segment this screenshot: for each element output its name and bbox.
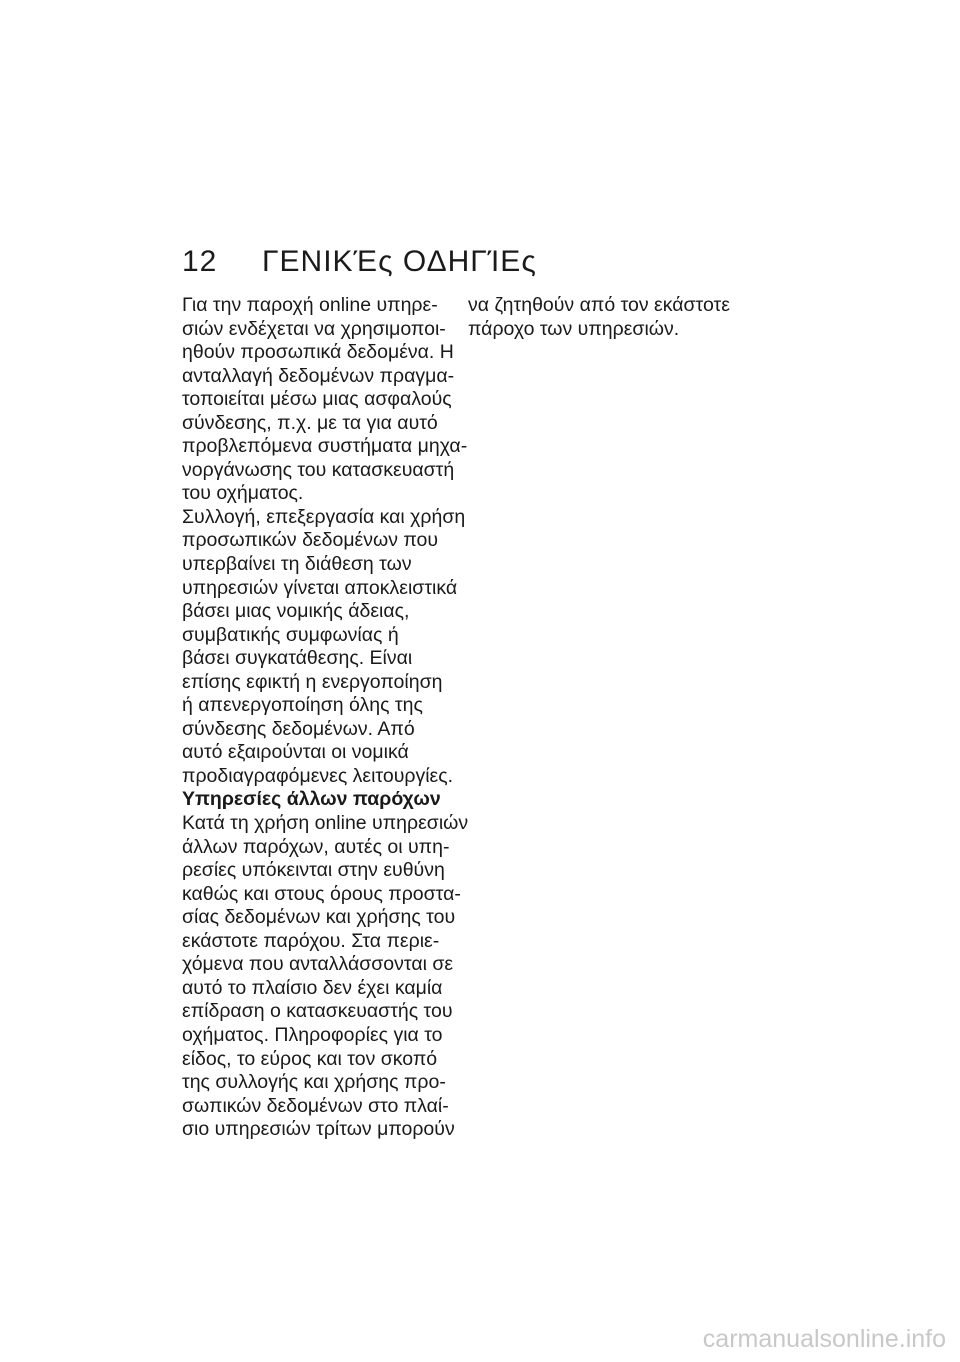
body-line: ή απενεργοποίηση όλης της: [182, 694, 423, 717]
body-line: νοργάνωσης του κατασκευαστή: [182, 458, 455, 481]
body-line: Για την παροχή online υπηρε‐: [182, 294, 438, 316]
body-line: χόμενα που ανταλλάσσονται σε: [182, 953, 454, 976]
body-line: συμβατικής συμφωνίας ή: [182, 623, 399, 646]
body-line: τοποιείται μέσω μιας ασφαλούς: [182, 388, 452, 411]
body-line: άλλων παρόχων, αυτές οι υπη‐: [182, 835, 450, 858]
body-line: επίσης εφικτή η ενεργοποίηση: [182, 670, 443, 693]
body-line: αυτό το πλαίσιο δεν έχει καμία: [182, 976, 443, 999]
body-line: σύνδεσης δεδομένων. Από: [182, 717, 415, 740]
section-subheading: Υπηρεσίες άλλων παρόχων: [182, 788, 441, 811]
body-line: ηθούν προσωπικά δεδομένα. Η: [182, 341, 454, 364]
body-line: προδιαγραφόμενες λειτουργίες.: [182, 764, 454, 787]
body-line: Κατά τη χρήση online υπηρεσιών: [182, 812, 469, 835]
chapter-title: ΓΕΝΙΚΈς ΟΔΗΓΊΕς: [262, 245, 537, 278]
body-line: καθώς και στους όρους προστα‐: [182, 882, 461, 905]
body-line: επίδραση ο κατασκευαστής του: [182, 1000, 453, 1023]
body-line: οχήματος. Πληροφορίες για το: [182, 1023, 443, 1046]
body-line: ανταλλαγή δεδομένων πραγμα‐: [182, 364, 455, 387]
body-line: Συλλογή, επεξεργασία και χρήση: [182, 505, 466, 528]
body-line: βάσει μιας νομικής άδειας,: [182, 600, 410, 623]
body-line: σύνδεσης, π.χ. με τα για αυτό: [182, 411, 438, 434]
body-line: σίας δεδομένων και χρήσης του: [182, 906, 456, 929]
watermark: carmanualsonline.info: [702, 1325, 946, 1353]
body-line: υπερβαίνει τη διάθεση των: [182, 553, 412, 576]
body-line: είδος, το εύρος και τον σκοπό: [182, 1047, 438, 1070]
body-line: να ζητηθούν από τον εκάστοτε: [468, 294, 730, 316]
body-line: σιών ενδέχεται να χρησιμοποι‐: [182, 317, 446, 340]
left-column: [182, 294, 469, 1142]
body-line: του οχήματος.: [182, 482, 304, 505]
body-line: προβλεπόμενα συστήματα μηχα‐: [182, 435, 468, 458]
body-line: προσωπικών δεδομένων που: [182, 529, 439, 552]
body-line: ρεσίες υπόκεινται στην ευθύνη: [182, 859, 445, 882]
page-number: 12: [182, 245, 218, 278]
body-line: της συλλογής και χρήσης προ‐: [182, 1071, 446, 1094]
body-line: βάσει συγκατάθεσης. Είναι: [182, 647, 413, 670]
body-line: σωπικών δεδομένων στο πλαί‐: [182, 1094, 449, 1117]
body-line: αυτό εξαιρούνται οι νομικά: [182, 741, 409, 764]
body-line: σιο υπηρεσιών τρίτων μπορούν: [182, 1118, 455, 1141]
right-column: [468, 294, 738, 341]
body-line: πάροχο των υπηρεσιών.: [468, 317, 680, 340]
body-line: εκάστοτε παρόχου. Στα περιε‐: [182, 929, 440, 952]
body-line: υπηρεσιών γίνεται αποκλειστικά: [182, 576, 458, 599]
